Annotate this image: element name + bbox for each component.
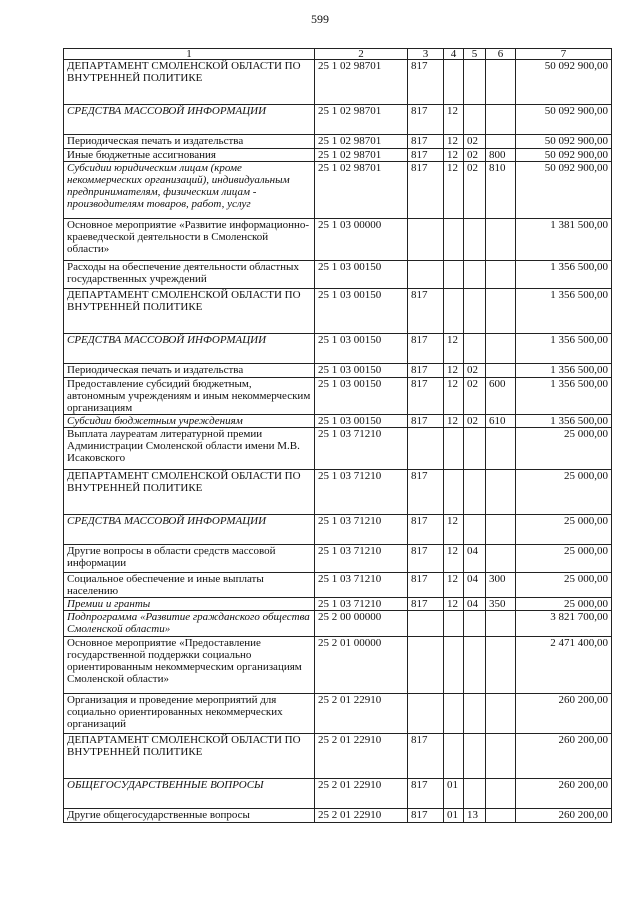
row-amount: 50 092 900,00 <box>516 60 612 105</box>
row-subsection-code: 02 <box>464 162 486 219</box>
header-row <box>64 49 612 60</box>
row-subsection-code <box>464 105 486 135</box>
row-target-article: 25 2 01 22910 <box>315 694 408 734</box>
row-name: Другие общегосударственные вопросы <box>64 809 315 823</box>
row-name: Иные бюджетные ассигнования <box>64 149 315 162</box>
row-section-code: 12 <box>444 162 464 219</box>
row-section-code: 12 <box>444 149 464 162</box>
row-department-code: 817 <box>408 149 444 162</box>
row-amount: 50 092 900,00 <box>516 149 612 162</box>
row-subsection-code <box>464 637 486 694</box>
row-subsection-code: 02 <box>464 415 486 428</box>
row-amount: 25 000,00 <box>516 470 612 515</box>
table-row <box>64 573 612 598</box>
table-row <box>64 378 612 415</box>
table-row <box>64 149 612 162</box>
header-col-4: 4 <box>444 49 464 60</box>
row-amount: 260 200,00 <box>516 809 612 823</box>
row-name: Основное мероприятие «Развитие информационно-краеведческой деятельности в Смоленской области» <box>64 219 315 261</box>
header-col-5: 5 <box>464 49 486 60</box>
row-department-code: 817 <box>408 135 444 149</box>
header-col-7: 7 <box>516 49 612 60</box>
row-department-code: 817 <box>408 289 444 334</box>
row-name: Расходы на обеспечение деятельности областных государственных учреждений <box>64 261 315 289</box>
table-row <box>64 734 612 779</box>
row-expense-type <box>486 428 516 470</box>
table-row <box>64 611 612 637</box>
row-amount: 1 356 500,00 <box>516 334 612 364</box>
row-amount: 260 200,00 <box>516 734 612 779</box>
row-section-code <box>444 734 464 779</box>
row-subsection-code <box>464 219 486 261</box>
budget-table <box>63 48 612 823</box>
row-name: Периодическая печать и издательства <box>64 135 315 149</box>
row-amount: 25 000,00 <box>516 428 612 470</box>
row-section-code <box>444 637 464 694</box>
table-row <box>64 694 612 734</box>
row-expense-type <box>486 694 516 734</box>
header-col-6: 6 <box>486 49 516 60</box>
row-subsection-code <box>464 334 486 364</box>
table-row <box>64 219 612 261</box>
row-department-code: 817 <box>408 105 444 135</box>
row-department-code: 817 <box>408 598 444 611</box>
row-department-code: 817 <box>408 415 444 428</box>
row-department-code: 817 <box>408 378 444 415</box>
row-expense-type: 300 <box>486 573 516 598</box>
row-expense-type <box>486 515 516 545</box>
row-expense-type <box>486 734 516 779</box>
row-expense-type <box>486 60 516 105</box>
row-target-article: 25 2 00 00000 <box>315 611 408 637</box>
row-section-code: 12 <box>444 545 464 573</box>
row-expense-type: 810 <box>486 162 516 219</box>
row-section-code: 12 <box>444 515 464 545</box>
table-row <box>64 637 612 694</box>
table-row <box>64 779 612 809</box>
row-name: Социальное обеспечение и иные выплаты населению <box>64 573 315 598</box>
row-section-code <box>444 428 464 470</box>
row-department-code: 817 <box>408 334 444 364</box>
row-target-article: 25 1 03 00150 <box>315 378 408 415</box>
row-expense-type <box>486 364 516 378</box>
row-section-code: 12 <box>444 598 464 611</box>
row-target-article: 25 2 01 22910 <box>315 779 408 809</box>
row-department-code: 817 <box>408 364 444 378</box>
row-target-article: 25 1 03 00000 <box>315 219 408 261</box>
row-section-code: 01 <box>444 809 464 823</box>
row-amount: 1 356 500,00 <box>516 415 612 428</box>
row-subsection-code <box>464 694 486 734</box>
row-name: ДЕПАРТАМЕНТ СМОЛЕНСКОЙ ОБЛАСТИ ПО ВНУТРЕННЕЙ ПОЛИТИКЕ <box>64 289 315 334</box>
table-row <box>64 470 612 515</box>
row-target-article: 25 1 02 98701 <box>315 149 408 162</box>
row-department-code: 817 <box>408 809 444 823</box>
table-row <box>64 545 612 573</box>
row-department-code: 817 <box>408 779 444 809</box>
table-row <box>64 428 612 470</box>
row-subsection-code <box>464 611 486 637</box>
row-section-code: 12 <box>444 135 464 149</box>
row-subsection-code <box>464 289 486 334</box>
header-col-2: 2 <box>315 49 408 60</box>
row-name: СРЕДСТВА МАССОВОЙ ИНФОРМАЦИИ <box>64 105 315 135</box>
row-name: Выплата лауреатам литературной премии Администрации Смоленской области имени М.В. Исаковского <box>64 428 315 470</box>
row-expense-type: 350 <box>486 598 516 611</box>
table-row <box>64 415 612 428</box>
table-row <box>64 515 612 545</box>
page-number: 599 <box>311 12 329 26</box>
row-amount: 1 381 500,00 <box>516 219 612 261</box>
row-section-code <box>444 60 464 105</box>
row-expense-type: 800 <box>486 149 516 162</box>
row-expense-type <box>486 470 516 515</box>
row-name: Субсидии юридическим лицам (кроме некоммерческих организаций), индивидуальным предпринимателям, физическим лицам - производителям товаров, работ, услуг <box>64 162 315 219</box>
row-amount: 25 000,00 <box>516 515 612 545</box>
row-section-code: 12 <box>444 334 464 364</box>
row-subsection-code <box>464 428 486 470</box>
row-amount: 50 092 900,00 <box>516 105 612 135</box>
row-amount: 260 200,00 <box>516 694 612 734</box>
row-expense-type: 600 <box>486 378 516 415</box>
row-target-article: 25 1 03 00150 <box>315 415 408 428</box>
table-row <box>64 105 612 135</box>
row-department-code: 817 <box>408 545 444 573</box>
row-target-article: 25 2 01 22910 <box>315 809 408 823</box>
row-target-article: 25 1 03 00150 <box>315 364 408 378</box>
row-department-code: 817 <box>408 470 444 515</box>
row-expense-type <box>486 219 516 261</box>
row-name: Основное мероприятие «Предоставление государственной поддержки социально ориентированным некоммерческим организациям Смоленской области» <box>64 637 315 694</box>
row-target-article: 25 1 02 98701 <box>315 162 408 219</box>
row-name: Подпрограмма «Развитие гражданского общества Смоленской области» <box>64 611 315 637</box>
row-section-code <box>444 219 464 261</box>
row-section-code: 12 <box>444 573 464 598</box>
row-section-code <box>444 261 464 289</box>
table-row <box>64 598 612 611</box>
row-name: СРЕДСТВА МАССОВОЙ ИНФОРМАЦИИ <box>64 334 315 364</box>
row-amount: 25 000,00 <box>516 598 612 611</box>
table-row <box>64 334 612 364</box>
row-section-code <box>444 694 464 734</box>
row-amount: 25 000,00 <box>516 545 612 573</box>
row-subsection-code: 02 <box>464 378 486 415</box>
row-name: ОБЩЕГОСУДАРСТВЕННЫЕ ВОПРОСЫ <box>64 779 315 809</box>
row-section-code <box>444 470 464 515</box>
row-department-code <box>408 694 444 734</box>
row-expense-type <box>486 637 516 694</box>
table-row <box>64 809 612 823</box>
row-department-code <box>408 219 444 261</box>
row-target-article: 25 1 03 71210 <box>315 470 408 515</box>
row-section-code: 01 <box>444 779 464 809</box>
row-department-code: 817 <box>408 573 444 598</box>
row-amount: 2 471 400,00 <box>516 637 612 694</box>
row-section-code <box>444 611 464 637</box>
row-expense-type <box>486 289 516 334</box>
row-amount: 260 200,00 <box>516 779 612 809</box>
header-col-1: 1 <box>64 49 315 60</box>
row-department-code <box>408 637 444 694</box>
row-amount: 1 356 500,00 <box>516 289 612 334</box>
row-subsection-code: 13 <box>464 809 486 823</box>
row-subsection-code: 04 <box>464 598 486 611</box>
table-body <box>64 60 612 823</box>
row-expense-type <box>486 105 516 135</box>
row-amount: 50 092 900,00 <box>516 135 612 149</box>
row-target-article: 25 1 03 00150 <box>315 289 408 334</box>
row-section-code <box>444 289 464 334</box>
row-subsection-code: 02 <box>464 364 486 378</box>
row-name: СРЕДСТВА МАССОВОЙ ИНФОРМАЦИИ <box>64 515 315 545</box>
row-expense-type <box>486 261 516 289</box>
row-subsection-code <box>464 261 486 289</box>
row-subsection-code: 04 <box>464 573 486 598</box>
row-department-code: 817 <box>408 734 444 779</box>
table-row <box>64 60 612 105</box>
row-department-code <box>408 611 444 637</box>
row-expense-type <box>486 779 516 809</box>
row-subsection-code <box>464 470 486 515</box>
row-department-code: 817 <box>408 162 444 219</box>
row-subsection-code <box>464 60 486 105</box>
row-subsection-code <box>464 734 486 779</box>
header-col-3: 3 <box>408 49 444 60</box>
row-subsection-code <box>464 515 486 545</box>
row-name: Другие вопросы в области средств массовой информации <box>64 545 315 573</box>
row-section-code: 12 <box>444 415 464 428</box>
row-expense-type <box>486 135 516 149</box>
row-expense-type <box>486 611 516 637</box>
row-amount: 3 821 700,00 <box>516 611 612 637</box>
row-amount: 50 092 900,00 <box>516 162 612 219</box>
row-target-article: 25 1 02 98701 <box>315 105 408 135</box>
row-subsection-code: 02 <box>464 149 486 162</box>
row-target-article: 25 1 02 98701 <box>315 60 408 105</box>
row-target-article: 25 1 03 71210 <box>315 598 408 611</box>
row-expense-type <box>486 334 516 364</box>
row-subsection-code: 02 <box>464 135 486 149</box>
row-name: Предоставление субсидий бюджетным, автономным учреждениям и иным некоммерческим организациям <box>64 378 315 415</box>
row-expense-type <box>486 809 516 823</box>
table-row <box>64 135 612 149</box>
row-subsection-code: 04 <box>464 545 486 573</box>
row-name: ДЕПАРТАМЕНТ СМОЛЕНСКОЙ ОБЛАСТИ ПО ВНУТРЕННЕЙ ПОЛИТИКЕ <box>64 60 315 105</box>
row-name: Организация и проведение мероприятий для социально ориентированных некоммерческих организаций <box>64 694 315 734</box>
row-name: Субсидии бюджетным учреждениям <box>64 415 315 428</box>
row-target-article: 25 2 01 22910 <box>315 734 408 779</box>
row-target-article: 25 2 01 00000 <box>315 637 408 694</box>
table-row <box>64 364 612 378</box>
row-section-code: 12 <box>444 105 464 135</box>
row-subsection-code <box>464 779 486 809</box>
table-row <box>64 162 612 219</box>
row-section-code: 12 <box>444 364 464 378</box>
row-target-article: 25 1 02 98701 <box>315 135 408 149</box>
row-target-article: 25 1 03 71210 <box>315 545 408 573</box>
row-name: Премии и гранты <box>64 598 315 611</box>
row-target-article: 25 1 03 00150 <box>315 261 408 289</box>
row-department-code: 817 <box>408 60 444 105</box>
table-row <box>64 261 612 289</box>
row-name: ДЕПАРТАМЕНТ СМОЛЕНСКОЙ ОБЛАСТИ ПО ВНУТРЕННЕЙ ПОЛИТИКЕ <box>64 734 315 779</box>
row-target-article: 25 1 03 71210 <box>315 428 408 470</box>
row-department-code <box>408 261 444 289</box>
row-name: ДЕПАРТАМЕНТ СМОЛЕНСКОЙ ОБЛАСТИ ПО ВНУТРЕННЕЙ ПОЛИТИКЕ <box>64 470 315 515</box>
row-expense-type <box>486 545 516 573</box>
row-amount: 1 356 500,00 <box>516 378 612 415</box>
row-target-article: 25 1 03 71210 <box>315 515 408 545</box>
row-section-code: 12 <box>444 378 464 415</box>
row-expense-type: 610 <box>486 415 516 428</box>
row-target-article: 25 1 03 00150 <box>315 334 408 364</box>
row-department-code <box>408 428 444 470</box>
row-target-article: 25 1 03 71210 <box>315 573 408 598</box>
row-amount: 1 356 500,00 <box>516 261 612 289</box>
row-department-code: 817 <box>408 515 444 545</box>
table-row <box>64 289 612 334</box>
row-amount: 1 356 500,00 <box>516 364 612 378</box>
row-name: Периодическая печать и издательства <box>64 364 315 378</box>
row-amount: 25 000,00 <box>516 573 612 598</box>
